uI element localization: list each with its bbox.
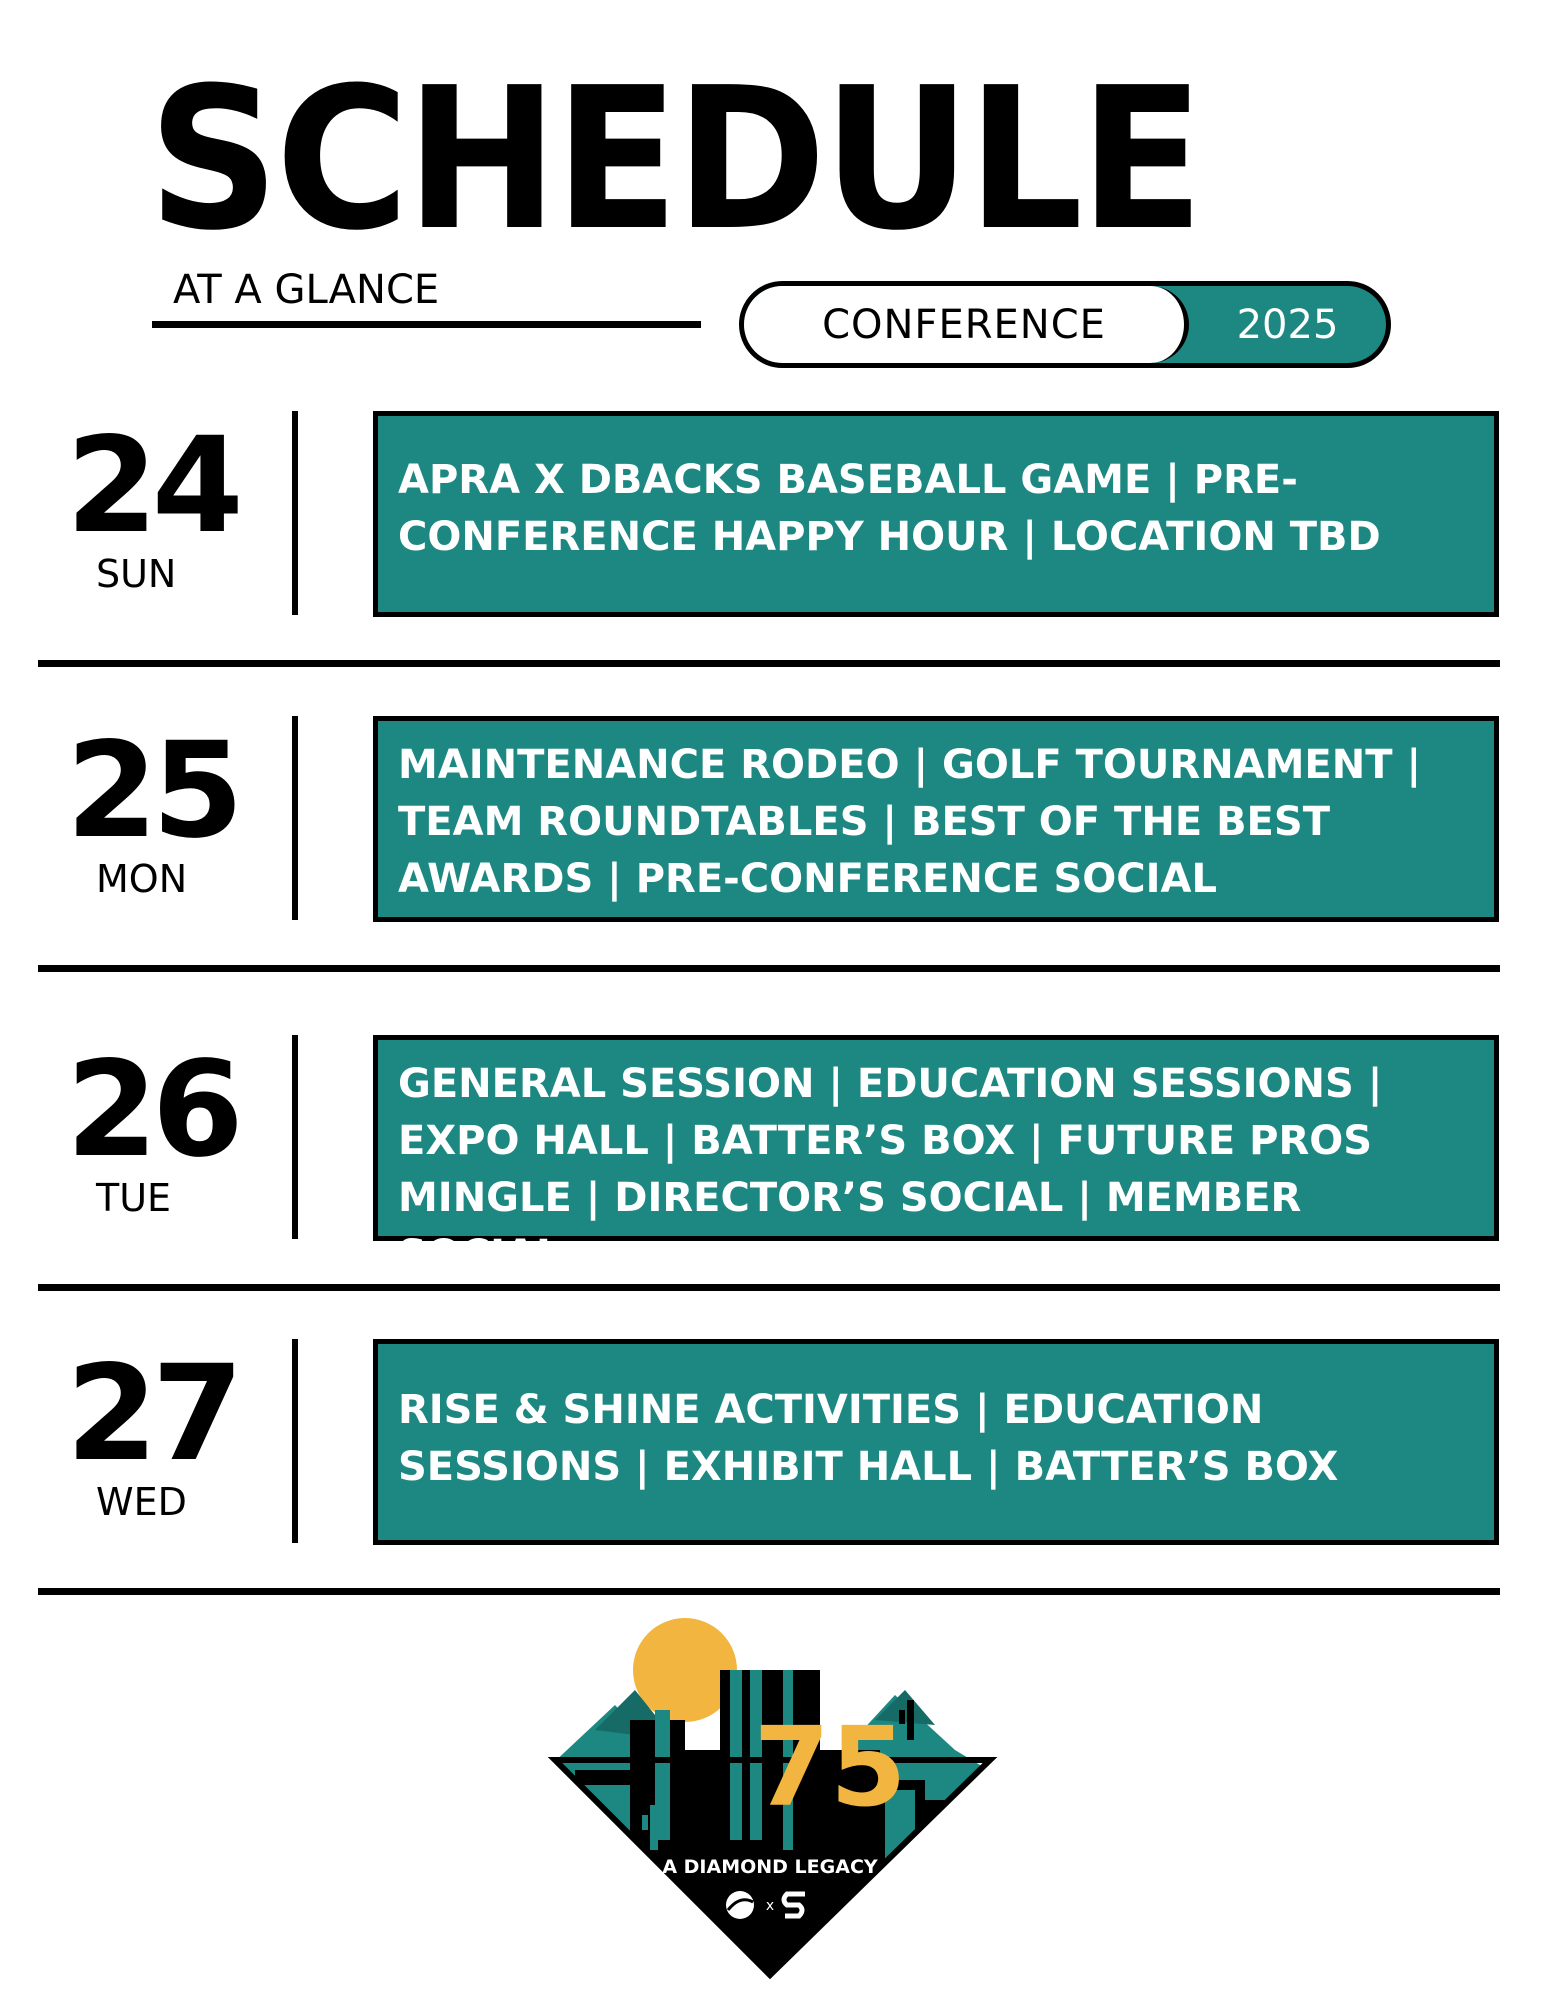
day-events-text: MAINTENANCE RODEO | GOLF TOURNAMENT | TEAM ROUNDTABLES | BEST OF THE BEST AWARDS | PRE-CONFERENCE SOCIAL bbox=[398, 742, 1422, 902]
day-date: 26 bbox=[66, 1033, 238, 1187]
day-divider bbox=[292, 411, 298, 615]
day-divider bbox=[292, 1339, 298, 1543]
day-weekday: WED bbox=[96, 1480, 187, 1524]
logo-separator: x bbox=[765, 1898, 775, 1914]
day-events-text: APRA X DBACKS BASEBALL GAME | PRE-CONFERENCE HAPPY HOUR | LOCATION TBD bbox=[398, 457, 1381, 560]
day-divider bbox=[292, 716, 298, 920]
day-events-box bbox=[373, 411, 1499, 617]
day-events-text: GENERAL SESSION | EDUCATION SESSIONS | EXPO HALL | BATTER’S BOX | FUTURE PROS MINGLE | DIRECTOR’S SOCIAL | MEMBER SOCIAL bbox=[398, 1061, 1383, 1278]
day-divider bbox=[292, 1035, 298, 1239]
day-date: 24 bbox=[66, 409, 238, 563]
diamond-skyline-logo-icon bbox=[535, 1610, 1005, 1985]
page-subtitle: AT A GLANCE bbox=[173, 267, 440, 313]
badge-year-label: 2025 bbox=[1236, 301, 1339, 348]
page-title: SCHEDULE bbox=[148, 46, 1201, 274]
day-events-box bbox=[373, 1339, 1499, 1545]
day-date: 27 bbox=[66, 1337, 238, 1491]
day-events-text: RISE & SHINE ACTIVITIES | EDUCATION SESSIONS | EXHIBIT HALL | BATTER’S BOX bbox=[398, 1387, 1339, 1490]
section-divider bbox=[38, 1284, 1500, 1291]
day-date: 25 bbox=[66, 714, 238, 868]
partner-mark-icon bbox=[726, 1891, 754, 1919]
day-events-box bbox=[373, 1035, 1499, 1278]
badge-conference-label: CONFERENCE bbox=[744, 286, 1189, 363]
day-events-box bbox=[373, 716, 1499, 922]
logo-tagline: A DIAMOND LEGACY bbox=[662, 1856, 878, 1878]
section-divider bbox=[38, 660, 1500, 667]
day-weekday: MON bbox=[96, 857, 188, 901]
day-weekday: SUN bbox=[96, 552, 177, 596]
section-divider bbox=[38, 1588, 1500, 1595]
section-divider bbox=[38, 965, 1500, 972]
logo-number: 75 bbox=[753, 1703, 907, 1831]
day-weekday: TUE bbox=[96, 1176, 172, 1220]
conference-year-badge bbox=[739, 281, 1391, 368]
subtitle-underline bbox=[152, 321, 701, 328]
